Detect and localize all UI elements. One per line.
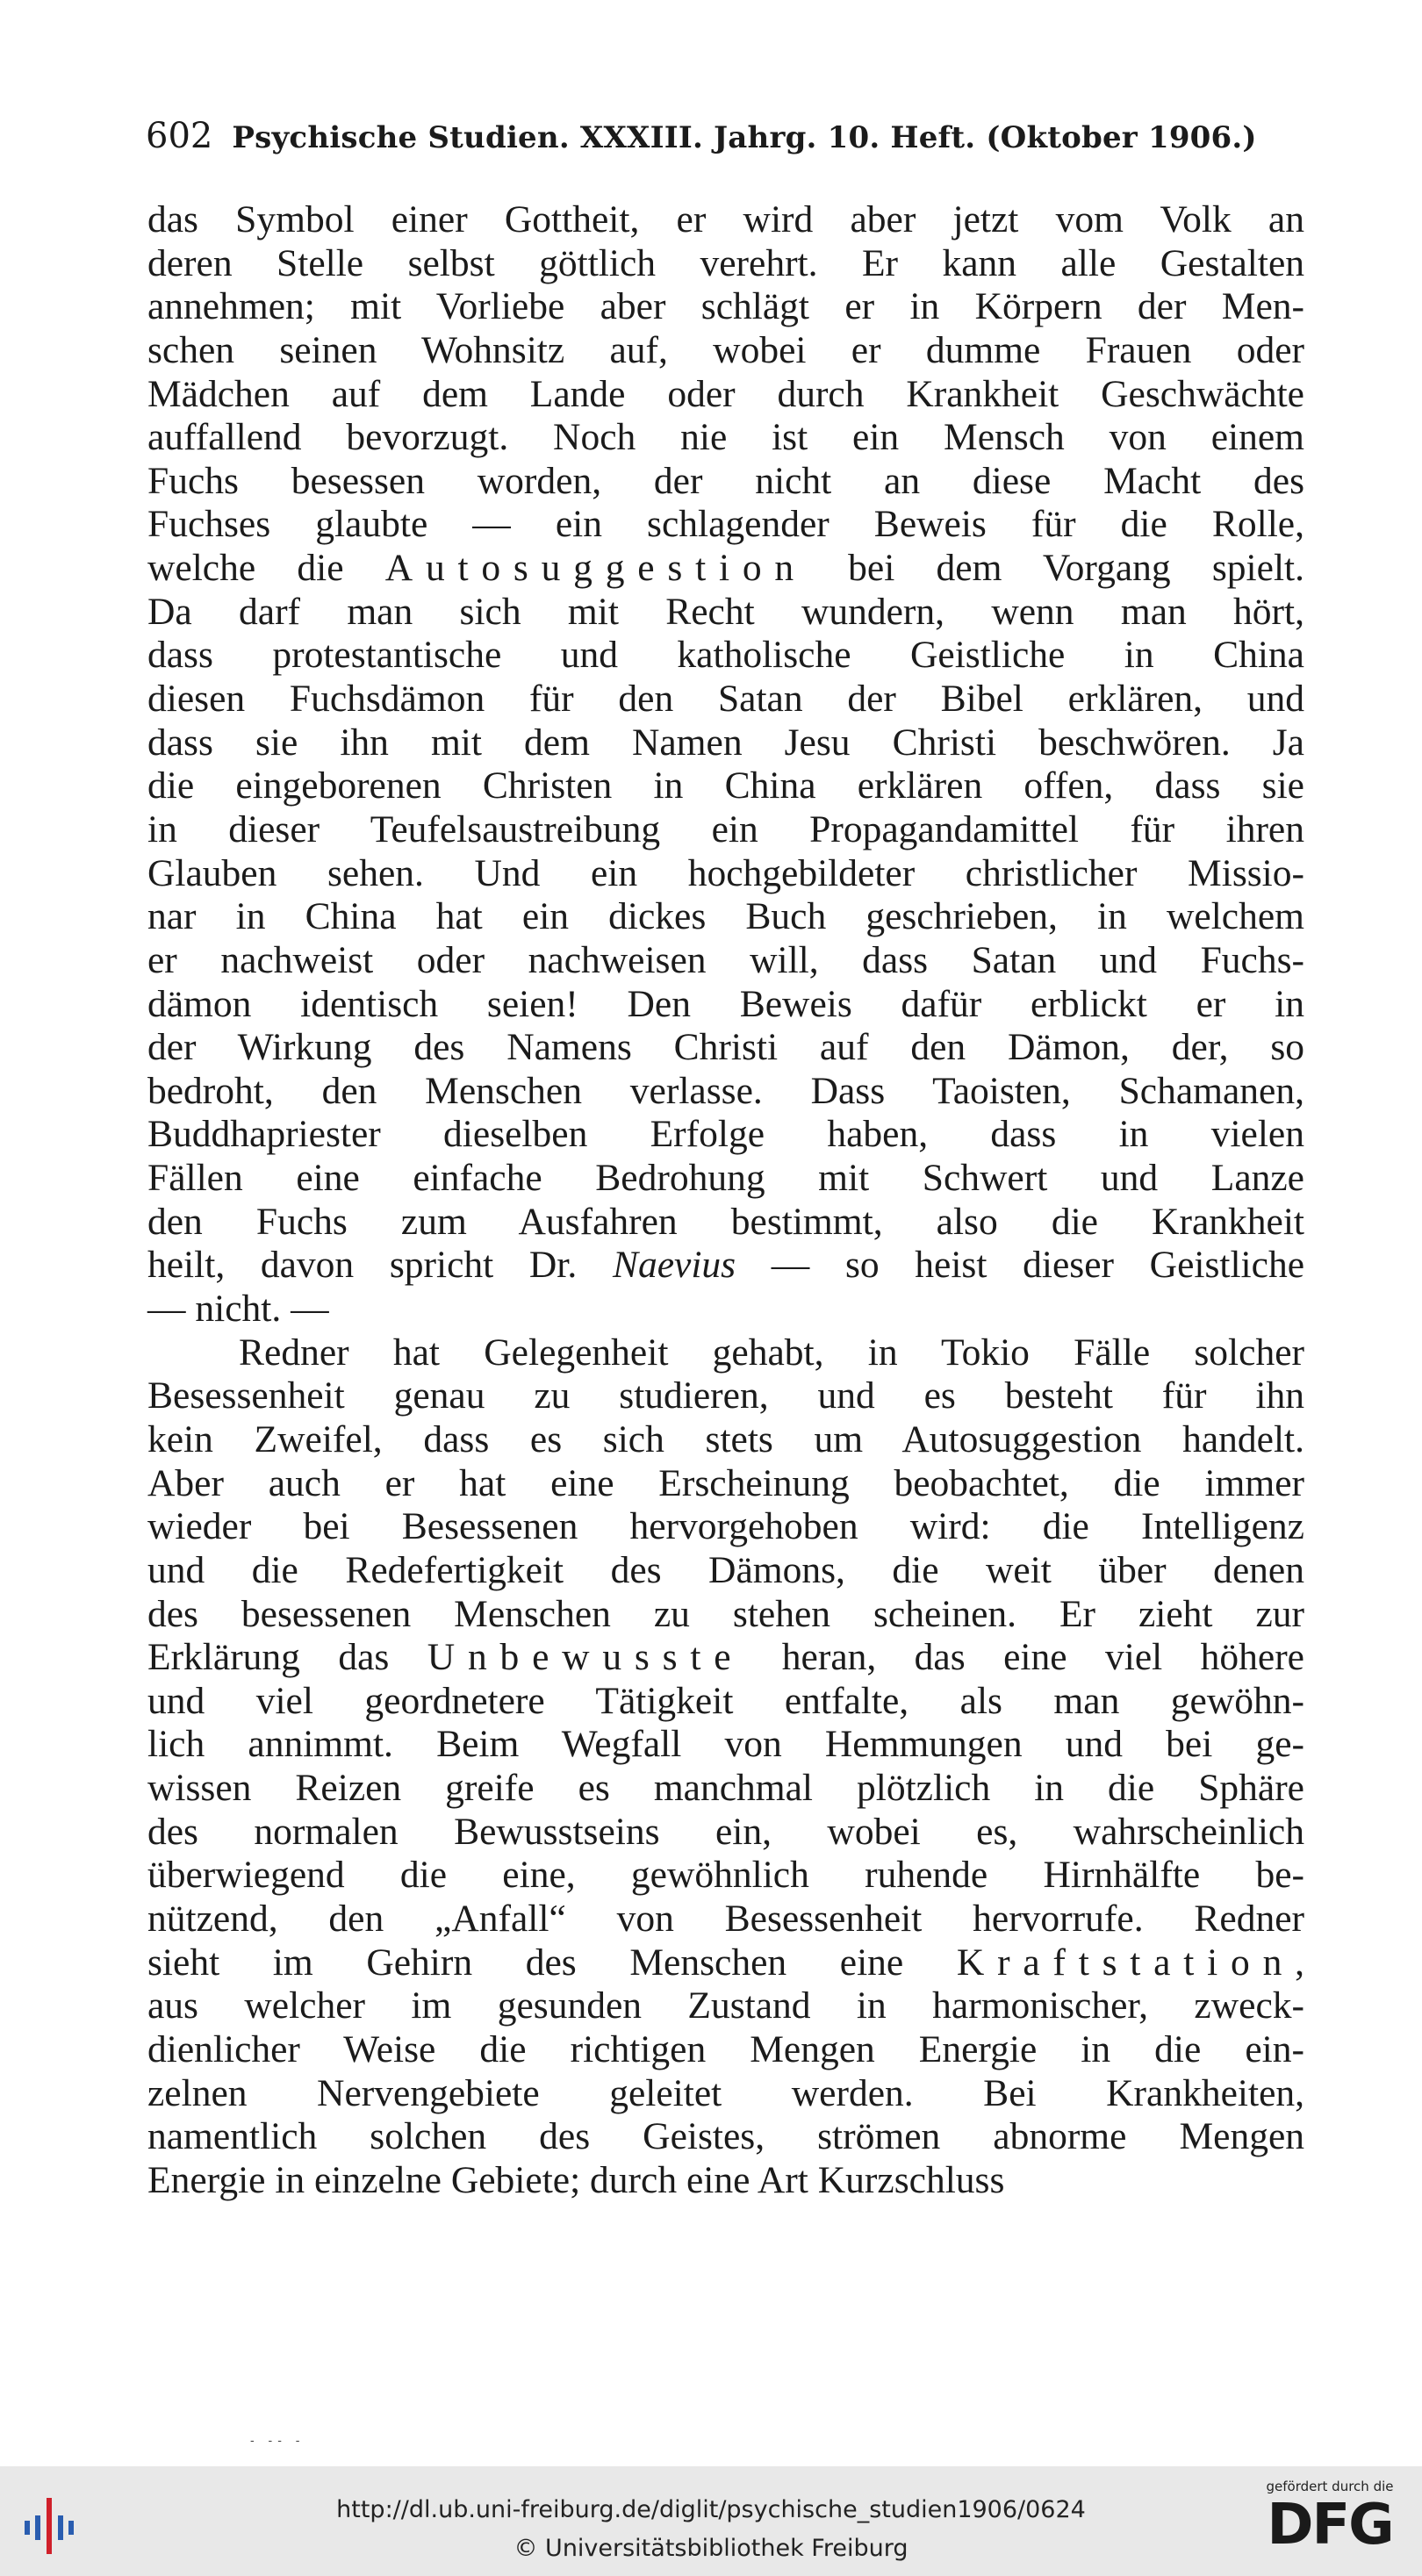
text-segment: heilt, davon spricht Dr. — [147, 1244, 613, 1287]
text-segment: Buddhapriester dieselben Erfolge haben, dass in vielen — [147, 1113, 1304, 1156]
text-line — [147, 1984, 1304, 2028]
text-segment: Fällen eine einfache Bedrohung mit Schwert und Lanze — [147, 1157, 1304, 1200]
text-line — [147, 1026, 1304, 1070]
text-segment: und viel geordnetere Tätigkeit entfalte, als man gewöhn- — [147, 1679, 1304, 1722]
text-segment: er nachweist oder nachweisen will, dass Satan und Fuchs- — [147, 938, 1304, 981]
text-line — [147, 852, 1304, 896]
text-line — [147, 1331, 1304, 1375]
text-segment: und die Redefertigkeit des Dämons, die weit über denen — [147, 1548, 1304, 1591]
text-segment: zelnen Nervengebiete geleitet werden. Bei Krankheiten, — [147, 2071, 1304, 2114]
text-line — [147, 1811, 1304, 1855]
text-segment: Glauben sehen. Und ein hochgebildeter christlicher Missio- — [147, 851, 1304, 894]
spaced-emphasis: Unbewusste — [427, 1636, 744, 1679]
text-line — [147, 1462, 1304, 1506]
text-segment: Besessenheit genau zu studieren, und es besteht für ihn — [147, 1374, 1304, 1417]
text-segment: auffallend bevorzugt. Noch nie ist ein Mensch von einem — [147, 416, 1304, 459]
text-line — [147, 242, 1304, 286]
spaced-emphasis: Autosuggestion — [384, 547, 807, 590]
text-segment: bedroht, den Menschen verlasse. Dass Taoisten, Schamanen, — [147, 1069, 1304, 1112]
text-segment: annehmen; mit Vorliebe aber schlägt er in Körpern der Men- — [147, 285, 1304, 328]
text-line — [147, 503, 1304, 547]
text-line — [147, 2115, 1304, 2159]
text-segment: — nicht. — — [147, 1288, 329, 1331]
text-segment: Aber auch er hat eine Erscheinung beobachtet, die immer — [147, 1461, 1304, 1504]
text-segment: der Wirkung des Namens Christi auf den Dämon, der, so — [147, 1026, 1304, 1069]
text-segment: dass sie ihn mit dem Namen Jesu Christi beschwören. Ja — [147, 721, 1304, 764]
text-segment: deren Stelle selbst göttlich verehrt. Er kann alle Gestalten — [147, 241, 1304, 284]
text-segment: Energie in einzelne Gebiete; durch eine Art Kurzschluss — [147, 2158, 1005, 2201]
text-line — [147, 198, 1304, 242]
text-line — [147, 1201, 1304, 1245]
text-line — [147, 547, 1304, 591]
text-line — [147, 1070, 1304, 1114]
text-line — [147, 1549, 1304, 1593]
text-line — [147, 285, 1304, 329]
printer-marks: - -- - — [250, 2433, 305, 2447]
text-segment: Fuchses glaubte — ein schlagender Beweis für die Rolle, — [147, 503, 1304, 546]
text-segment: nützend, den „Anfall“ von Besessenheit hervorrufe. Redner — [147, 1897, 1304, 1940]
text-segment: — so heist dieser Geistliche — [736, 1244, 1305, 1287]
text-segment: dienlicher Weise die richtigen Mengen Energie in die ein- — [147, 2027, 1304, 2070]
spaced-emphasis: Kraftstation — [956, 1941, 1296, 1984]
text-line — [147, 1418, 1304, 1462]
text-line — [147, 678, 1304, 721]
text-line — [147, 808, 1304, 852]
text-segment: aus welcher im gesunden Zustand in harmonischer, zweck- — [147, 1984, 1304, 2027]
text-line — [147, 329, 1304, 373]
text-line — [147, 1680, 1304, 1724]
text-segment: bei dem Vorgang spielt. — [806, 547, 1304, 590]
text-line — [147, 1593, 1304, 1637]
text-line — [147, 460, 1304, 504]
text-segment: das Symbol einer Gottheit, er wird aber jetzt vom Volk an — [147, 198, 1304, 240]
text-segment: diesen Fuchsdämon für den Satan der Bibel erklären, und — [147, 678, 1304, 721]
text-segment: welche die — [147, 547, 385, 590]
text-segment: wieder bei Besessenen hervorgehoben wird: die Intelligenz — [147, 1505, 1304, 1548]
text-segment: in dieser Teufelsaustreibung ein Propagandamittel für ihren — [147, 807, 1304, 850]
text-segment: , — [1295, 1941, 1304, 1984]
text-segment: nar in China hat ein dickes Buch geschrieben, in welchem — [147, 895, 1304, 938]
text-segment: heran, das eine viel höhere — [743, 1636, 1304, 1679]
text-line — [147, 1244, 1304, 1288]
text-line — [147, 764, 1304, 808]
text-segment: sieht im Gehirn des Menschen eine — [147, 1941, 957, 1984]
text-line — [147, 2159, 1304, 2203]
text-line — [147, 1157, 1304, 1201]
viewer-footer — [0, 2466, 1422, 2576]
text-segment: Da darf man sich mit Recht wundern, wenn man hört, — [147, 590, 1304, 633]
text-line — [147, 1723, 1304, 1767]
text-segment: dämon identisch seien! Den Beweis dafür erblickt er in — [147, 982, 1304, 1025]
text-segment: Redner hat Gelegenheit gehabt, in Tokio Fälle solcher — [239, 1331, 1304, 1374]
text-line — [147, 1854, 1304, 1898]
text-segment: überwiegend die eine, gewöhnlich ruhende Hirnhälfte be- — [147, 1854, 1304, 1897]
italic-name: Naevius — [612, 1244, 736, 1287]
text-segment: dass protestantische und katholische Geistliche in China — [147, 634, 1304, 677]
text-segment: namentlich solchen des Geistes, strömen abnorme Mengen — [147, 2115, 1304, 2158]
text-line — [147, 634, 1304, 678]
text-segment: wissen Reizen greife es manchmal plötzlich in die Sphäre — [147, 1767, 1304, 1810]
text-line — [147, 895, 1304, 939]
running-head — [146, 116, 1303, 156]
text-line — [147, 1374, 1304, 1418]
text-line — [147, 591, 1304, 635]
journal-header: Psychische Studien. XXXIII. Jahrg. 10. Heft. (Oktober 1906.) — [232, 120, 1257, 155]
body-text — [147, 198, 1304, 2202]
text-line — [147, 1636, 1304, 1680]
text-line — [147, 1505, 1304, 1549]
library-logo-icon — [25, 2498, 74, 2554]
text-segment: kein Zweifel, dass es sich stets um Autosuggestion handelt. — [147, 1417, 1304, 1460]
text-segment: des besessenen Menschen zu stehen scheinen. Er zieht zur — [147, 1592, 1304, 1635]
text-line — [147, 1288, 1304, 1331]
text-line — [147, 2028, 1304, 2072]
text-line — [147, 1898, 1304, 1941]
text-line — [147, 983, 1304, 1027]
dfg-logo: DFG — [1267, 2493, 1393, 2558]
text-line — [147, 416, 1304, 460]
text-line — [147, 721, 1304, 765]
page-number: 602 — [146, 116, 213, 156]
permalink-url[interactable]: http://dl.ub.uni-freiburg.de/diglit/psychische_studien1906/0624 — [336, 2496, 1086, 2523]
text-line — [147, 939, 1304, 983]
text-segment: lich annimmt. Beim Wegfall von Hemmungen und bei ge- — [147, 1723, 1304, 1766]
text-segment: Erklärung das — [147, 1636, 427, 1679]
text-line — [147, 1767, 1304, 1811]
text-line — [147, 373, 1304, 417]
text-segment: Fuchs besessen worden, der nicht an diese Macht des — [147, 459, 1304, 502]
dfg-caption: gefördert durch die — [1266, 2479, 1394, 2494]
text-line — [147, 1941, 1304, 1985]
copyright-notice: © Universitätsbibliothek Freiburg — [514, 2535, 908, 2562]
text-segment: den Fuchs zum Ausfahren bestimmt, also die Krankheit — [147, 1200, 1304, 1243]
text-segment: Mädchen auf dem Lande oder durch Krankheit Geschwächte — [147, 372, 1304, 415]
text-line — [147, 2072, 1304, 2116]
dfg-funding-badge — [1255, 2479, 1404, 2556]
text-segment: schen seinen Wohnsitz auf, wobei er dumme Frauen oder — [147, 328, 1304, 371]
text-segment: des normalen Bewusstseins ein, wobei es, wahrscheinlich — [147, 1810, 1304, 1853]
text-segment: die eingeborenen Christen in China erklären offen, dass sie — [147, 764, 1304, 807]
text-line — [147, 1113, 1304, 1157]
